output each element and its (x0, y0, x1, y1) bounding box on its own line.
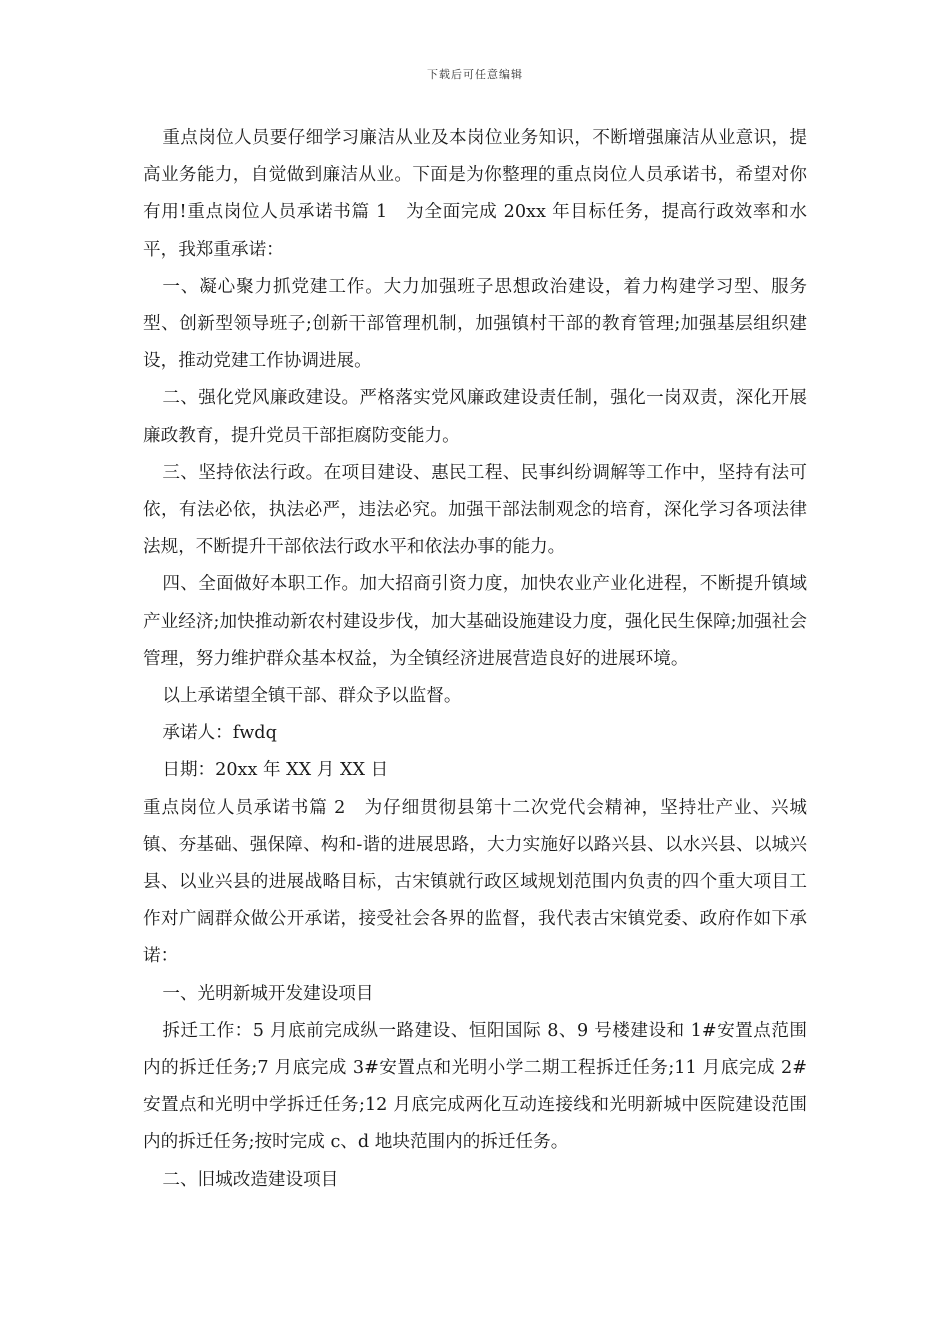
paragraph-duties: 四、全面做好本职工作。加大招商引资力度，加快农业产业化进程，不断提升镇域产业经济;加快推动新农村建设步伐，加大基础设施建设力度，强化民生保障;加强社会管理，努力维护群众基本权益，为全镇经济进展营造良好的进展环境。 (143, 574, 807, 669)
paragraph-rule-of-law: 三、坚持依法行政。在项目建设、惠民工程、民事纠纷调解等工作中，坚持有法可依，有法必依，执法必严，违法必究。加强干部法制观念的培育，深化学习各项法律法规，不断提升干部依法行政水平和依法办事的能力。 (143, 462, 807, 558)
paragraph-party-building: 一、凝心聚力抓党建工作。大力加强班子思想政治建设，着力构建学习型、服务型、创新型领导班子;创新干部管理机制，加强镇村干部的教育管理;加强基层组织建设，推动党建工作协调进展。 (143, 276, 807, 372)
paragraph-supervision: 以上承诺望全镇干部、群众予以监督。 (162, 686, 462, 707)
signatory-line: 承诺人：fwdq (162, 723, 277, 744)
paragraph-integrity: 二、强化党风廉政建设。严格落实党风廉政建设责任制，强化一岗双责，深化开展廉政教育，提升党员干部拒腐防变能力。 (143, 388, 807, 446)
heading-guangming-project: 一、光明新城开发建设项目 (162, 983, 374, 1004)
page-header-note: 下载后可任意编辑 (427, 68, 523, 81)
intro-paragraph: 重点岗位人员要仔细学习廉洁从业及本岗位业务知识，不断增强廉洁从业意识，提高业务能力，自觉做到廉洁从业。下面是为你整理的重点岗位人员承诺书，希望对你有用!重点岗位人员承诺书篇 1 为全面完成 20xx 年目标任务，提高行政效率和水平，我郑重承诺： (143, 128, 807, 260)
section-2-paragraph: 重点岗位人员承诺书篇 2 为仔细贯彻县第十二次党代会精神，坚持壮产业、兴城镇、夯基础、强保障、构和-谐的进展思路，大力实施好以路兴县、以水兴县、以城兴县、以业兴县的进展战略目标，古宋镇就行政区域规划范围内负责的四个重大项目工作对广阔群众做公开承诺，接受社会各界的监督，我代表古宋镇党委、政府作如下承诺： (143, 797, 807, 967)
date-line: 日期：20xx 年 XX 月 XX 日 (162, 760, 389, 781)
document-body (143, 120, 807, 1199)
paragraph-demolition: 拆迁工作：5 月底前完成纵一路建设、恒阳国际 8、9 号楼建设和 1#安置点范围内的拆迁任务;7 月底完成 3#安置点和光明小学二期工程拆迁任务;11 月底完成 2#安置点和光明中学拆迁任务;12 月底完成两化互动连接线和光明新城中医院建设范围内的拆迁任务;按时完成 c、d 地块范围内的拆迁任务。 (143, 1020, 807, 1153)
heading-old-city-project: 二、旧城改造建设项目 (162, 1169, 339, 1190)
